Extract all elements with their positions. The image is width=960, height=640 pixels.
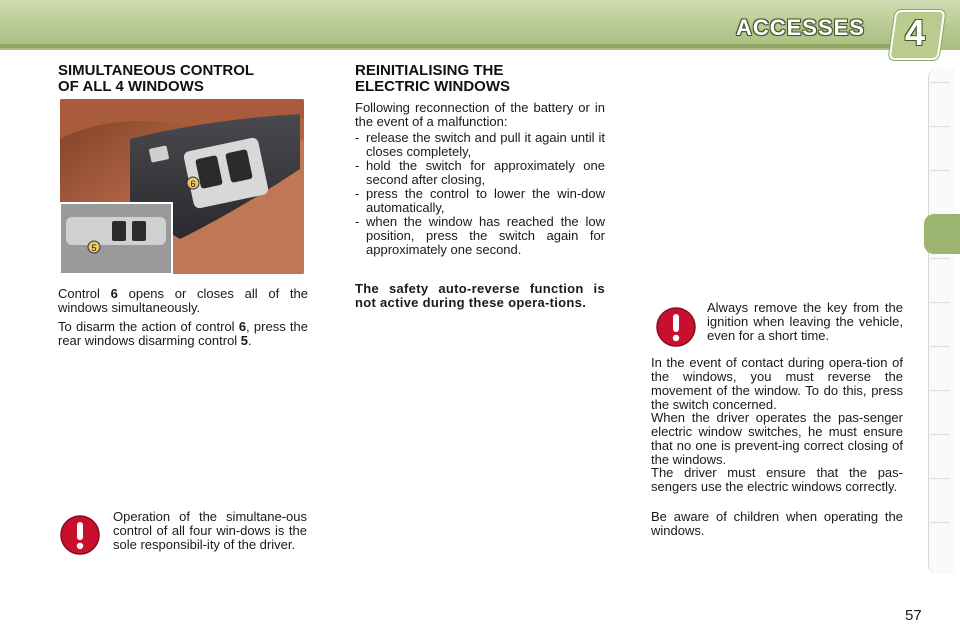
- tab-divider: [930, 390, 950, 391]
- window-switch-photo: [60, 99, 304, 274]
- key-warning-text: Always remove the key from the ignition when leaving the vehicle, even for a short time.: [707, 300, 903, 343]
- right-paragraph-4: Be aware of children when operating the windows.: [651, 509, 903, 538]
- photo-label-6: 6: [190, 179, 196, 189]
- tab-divider: [930, 170, 950, 171]
- section-heading-simultaneous: SIMULTANEOUS CONTROL OF ALL 4 WINDOWS: [58, 62, 255, 95]
- section-heading-reinitialising: REINITIALISING THE ELECTRIC WINDOWS: [355, 62, 510, 95]
- page-number: 57: [905, 607, 922, 624]
- list-item: - when the window has reached the low position, press the switch again for approximately one second.: [355, 214, 605, 257]
- list-item: - release the switch and pull it again until it closes completely,: [355, 130, 605, 159]
- chapter-title: ACCESSES: [735, 15, 865, 40]
- tab-divider: [930, 522, 950, 523]
- tab-divider: [930, 126, 950, 127]
- tab-divider: [930, 346, 950, 347]
- right-paragraph-1: In the event of contact during opera-tion of the windows, you must reverse the movement of the window. To do this, press the switch concerned.: [651, 355, 903, 412]
- door-armrest-image: [60, 99, 304, 274]
- photo-label-5: 5: [91, 243, 97, 253]
- list-item: - press the control to lower the win-dow automatically,: [355, 186, 605, 215]
- auto-reverse-note: The safety auto-reverse function is not active during these opera-tions.: [355, 281, 605, 310]
- disarm-description: To disarm the action of control 6, press the rear windows disarming control 5.: [58, 319, 309, 348]
- tab-divider: [930, 82, 950, 83]
- tab-divider: [930, 478, 950, 479]
- chapter-number: 4: [905, 12, 926, 53]
- tab-divider: [930, 302, 950, 303]
- reinit-steps: [355, 131, 605, 257]
- section-tab-rail: [928, 68, 955, 574]
- right-paragraph-2: When the driver operates the pas-senger electric window switches, he must ensure that no one is prevent-ing correct closing of the windows.: [651, 410, 903, 467]
- reinit-intro: Following reconnection of the battery or in the event of a malfunction:: [355, 100, 605, 129]
- control-6-description: Control 6 opens or closes all of the windows simultaneously.: [58, 286, 308, 315]
- list-item: - hold the switch for approximately one second after closing,: [355, 158, 605, 187]
- simultaneous-warning-text: Operation of the simultane-ous control of all four win-dows is the sole responsibil-ity of the driver.: [113, 509, 307, 552]
- right-paragraph-3: The driver must ensure that the pas-sengers use the electric windows correctly.: [651, 465, 903, 494]
- warning-icon: [655, 306, 697, 348]
- warning-icon: [59, 514, 101, 556]
- tab-divider: [930, 434, 950, 435]
- tab-divider: [930, 258, 950, 259]
- section-tab-active[interactable]: [924, 214, 960, 254]
- header-rule: [0, 44, 900, 48]
